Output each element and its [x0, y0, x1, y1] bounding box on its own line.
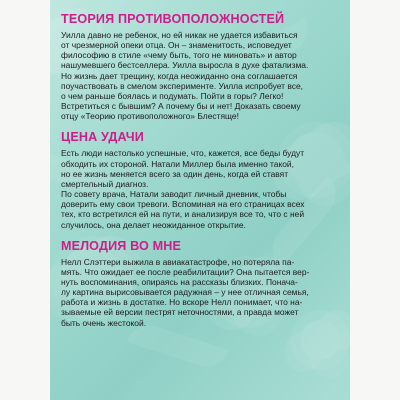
- book-section-1: [61, 12, 339, 121]
- section-title: ТЕОРИЯ ПРОТИВОПОЛОЖНОСТЕЙ: [61, 12, 285, 26]
- section-text: Уилла давно не ребенок, но ей никак не удается избавиться от чрезмерной опеки отца. Он – знаменитость, исповедует философию в стиле «чему быть, того не миновать» и автор нашумевшего бестселлера. Уилла выросла в духе фатализма. Но жизнь дает трещину, когда неожиданно она соглашается поучаствовать в смелом эксперименте. Уилла испробует все, о чем раньше боялась и подумать. Пойти в горы? Легко! Встретиться с бывшим? А почему бы и нет! Доказать своему отцу «Теорию противоположного» Блестяще!: [61, 30, 309, 122]
- section-title: ЦЕНА УДАЧИ: [61, 130, 144, 145]
- book-page: [50, 0, 350, 400]
- section-title: МЕЛОДИЯ ВО МНЕ: [61, 238, 182, 253]
- book-section-3: [61, 239, 339, 328]
- book-section-2: [61, 130, 339, 229]
- section-text: Есть люди настолько успешные, что, кажется, все беды будут обходить их стороной. Натали Миллер была именно такой, но ее жизнь меняется всего за один день, когда ей ставят смертельный диагноз. По совету врача, Натали заводит личный дневник, чтобы доверить ему свои тревоги. Вспоминая на его страницах всех тех, кто встретился ей на пути, и анализируя все то, что с ней случилось, она делает неожиданное открытие.: [61, 148, 305, 230]
- page-content: [50, 0, 350, 328]
- section-text: Нелл Слэттери выжила в авиакатастрофе, но потеряла па- мять. Что ожидает ее после реабилитации? Она пытается вер- нуть воспоминания, опираясь на рассказы близких. Понача- лу картина вырисовывается радужная – у нее отличная семья, работа и жизнь в достатке. Но вскоре Нелл понимает, что на- зываемые ей версии пестрят неточностями, а правда может быть очень жестокой.: [61, 256, 310, 328]
